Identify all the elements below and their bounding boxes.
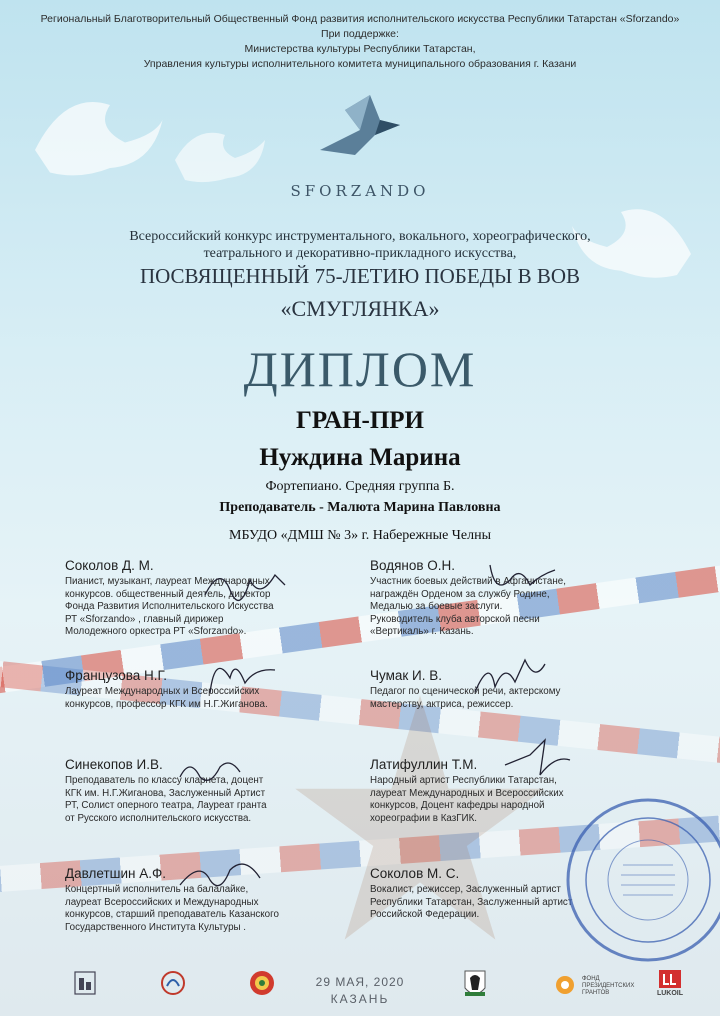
grant-label-line: ПРЕЗИДЕНТСКИХ bbox=[582, 983, 635, 989]
jury-desc-line: Фонда Развития Исполнительского Искусства bbox=[65, 601, 274, 612]
contest-name: «СМУГЛЯНКА» bbox=[280, 296, 440, 321]
jury-desc-line: награждён Орденом за службу Родине, bbox=[370, 588, 550, 600]
jury-desc-line: Вокалист, режиссер, Заслуженный артист bbox=[370, 884, 561, 895]
partner-logo-icon bbox=[158, 968, 188, 998]
jury-desc-line: лауреат Международных и Всероссийских bbox=[370, 787, 564, 799]
grant-label-line: ГРАНТОВ bbox=[582, 990, 610, 996]
contest-line: театрального и декоративно-прикладного искусства, bbox=[203, 246, 517, 261]
organization-stamp bbox=[563, 795, 720, 965]
signature-image bbox=[470, 652, 550, 702]
contest-line: Всероссийский конкурс инструментального, вокального, хореографического, bbox=[129, 229, 591, 244]
signature-image bbox=[485, 555, 560, 600]
jury-desc-line: лауреат Всероссийских и Международных bbox=[65, 896, 259, 908]
jury-name: Водянов О.Н. bbox=[370, 558, 456, 573]
jury-desc-line: конкурсов. общественный деятель, директор bbox=[65, 588, 271, 600]
issue-city: КАЗАНЬ bbox=[330, 992, 390, 1006]
jury-desc-line: Пианист, музыкант, лауреат Международных bbox=[65, 576, 270, 587]
lukoil-drop-icon bbox=[657, 968, 683, 990]
jury-desc-line: Участник боевых действий в Афганистане, bbox=[370, 576, 566, 587]
jury-desc-line: мастерству, актриса, режиссер. bbox=[370, 698, 514, 710]
jury-desc-line: РТ, Солист оперного театра, Лауреат гранта bbox=[65, 800, 267, 811]
recipient-name: Нуждина Марина bbox=[259, 444, 461, 471]
jury-desc-line: конкурсов, старший преподаватель Казанского bbox=[65, 909, 279, 920]
jury-name: Чумак И. В. bbox=[370, 668, 443, 683]
jury-desc-line: Государственного Института Культуры . bbox=[65, 921, 247, 933]
jury-desc-line: конкурсов, профессор КГК им Н.Г.Жиганова. bbox=[65, 698, 268, 710]
signature-image bbox=[175, 752, 245, 792]
jury-desc-line: Преподаватель по классу кларнета, доцент bbox=[65, 775, 264, 786]
grant-fund-icon bbox=[554, 974, 576, 996]
lukoil-logo bbox=[652, 968, 688, 997]
header-line: При поддержке: bbox=[321, 28, 399, 40]
jury-name: Соколов Д. М. bbox=[65, 558, 154, 573]
contest-description bbox=[60, 228, 660, 262]
jury-name: Соколов М. С. bbox=[370, 866, 460, 881]
jury-desc-line: Лауреат Международных и Всероссийских bbox=[65, 686, 260, 697]
school-line: МБУДО «ДМШ № 3» г. Набережные Челны bbox=[229, 528, 491, 543]
jury-name: Французова Н.Г. bbox=[65, 668, 167, 683]
jury-name: Давлетшин А.Ф. bbox=[65, 866, 166, 881]
sforzando-bird-logo bbox=[300, 90, 420, 160]
signature-image bbox=[200, 648, 280, 703]
signature-image bbox=[200, 560, 290, 610]
header-line: Управления культуры исполнительного комитета муниципального образования г. Казани bbox=[143, 58, 577, 70]
kazan-coat-of-arms-icon bbox=[462, 968, 488, 1000]
header-line: Региональный Благотворительный Общественный Фонд развития исполнительского искусства Республики Татарстан «Sforzando» bbox=[40, 13, 680, 25]
grant-label-line: ФОНД bbox=[582, 976, 600, 982]
organizer-header bbox=[20, 12, 700, 72]
diploma-title: ДИПЛОМ bbox=[243, 341, 477, 397]
jury-name: Латифуллин Т.М. bbox=[370, 757, 478, 772]
jury-desc-line: Народный артист Республики Татарстан, bbox=[370, 775, 557, 786]
jury-desc-line: Российской Федерации. bbox=[370, 909, 480, 920]
jury-desc-line: Концертный исполнитель на балалайке, bbox=[65, 884, 249, 895]
award-title: ГРАН-ПРИ bbox=[296, 407, 424, 434]
jury-desc-line: Руководитель клуба авторской песни bbox=[370, 613, 540, 625]
jury-desc-line: конкурсов, Доцент кафедры народной bbox=[370, 800, 545, 811]
nomination-category: Фортепиано. Средняя группа Б. bbox=[265, 479, 455, 494]
jury-desc-line: «Вертикаль» г. Казань. bbox=[370, 626, 474, 637]
jury-desc-line: Медалью за боевые заслуги. bbox=[370, 601, 503, 612]
header-line: Министерства культуры Республики Татарстан, bbox=[244, 43, 476, 55]
jury-name: Синекопов И.В. bbox=[65, 757, 163, 772]
tatarstan-emblem-icon bbox=[248, 968, 276, 998]
contest-dedication: ПОСВЯЩЕННЫЙ 75-ЛЕТИЮ ПОБЕДЫ В ВОВ bbox=[139, 264, 581, 288]
jury-desc-line: хореографии в КазГИК. bbox=[370, 812, 478, 824]
lukoil-label: LUKOIL bbox=[656, 990, 684, 997]
teacher-line: Преподаватель - Малюта Марина Павловна bbox=[219, 500, 501, 515]
issue-date: 29 МАЯ, 2020 bbox=[315, 975, 405, 989]
jury-desc-line: РТ «Sforzando» , главный дирижер bbox=[65, 613, 224, 625]
signature-image bbox=[500, 735, 575, 780]
jury-desc-line: КГК им. Н.Г.Жиганова, Заслуженный Артист bbox=[65, 787, 266, 799]
signature-image bbox=[175, 850, 265, 900]
logo-wordmark: SFORZANDO bbox=[290, 182, 430, 200]
partner-logo-icon bbox=[72, 968, 98, 1002]
jury-desc-line: от Русского исполнительского искусства. bbox=[65, 812, 252, 824]
jury-desc-line: Молодежного оркестра РТ «Sforzando». bbox=[65, 626, 247, 637]
jury-desc-line: Педагог по сценической речи, актерскому bbox=[370, 686, 561, 697]
jury-desc-line: Республики Татарстан, Заслуженный артист bbox=[370, 896, 573, 908]
